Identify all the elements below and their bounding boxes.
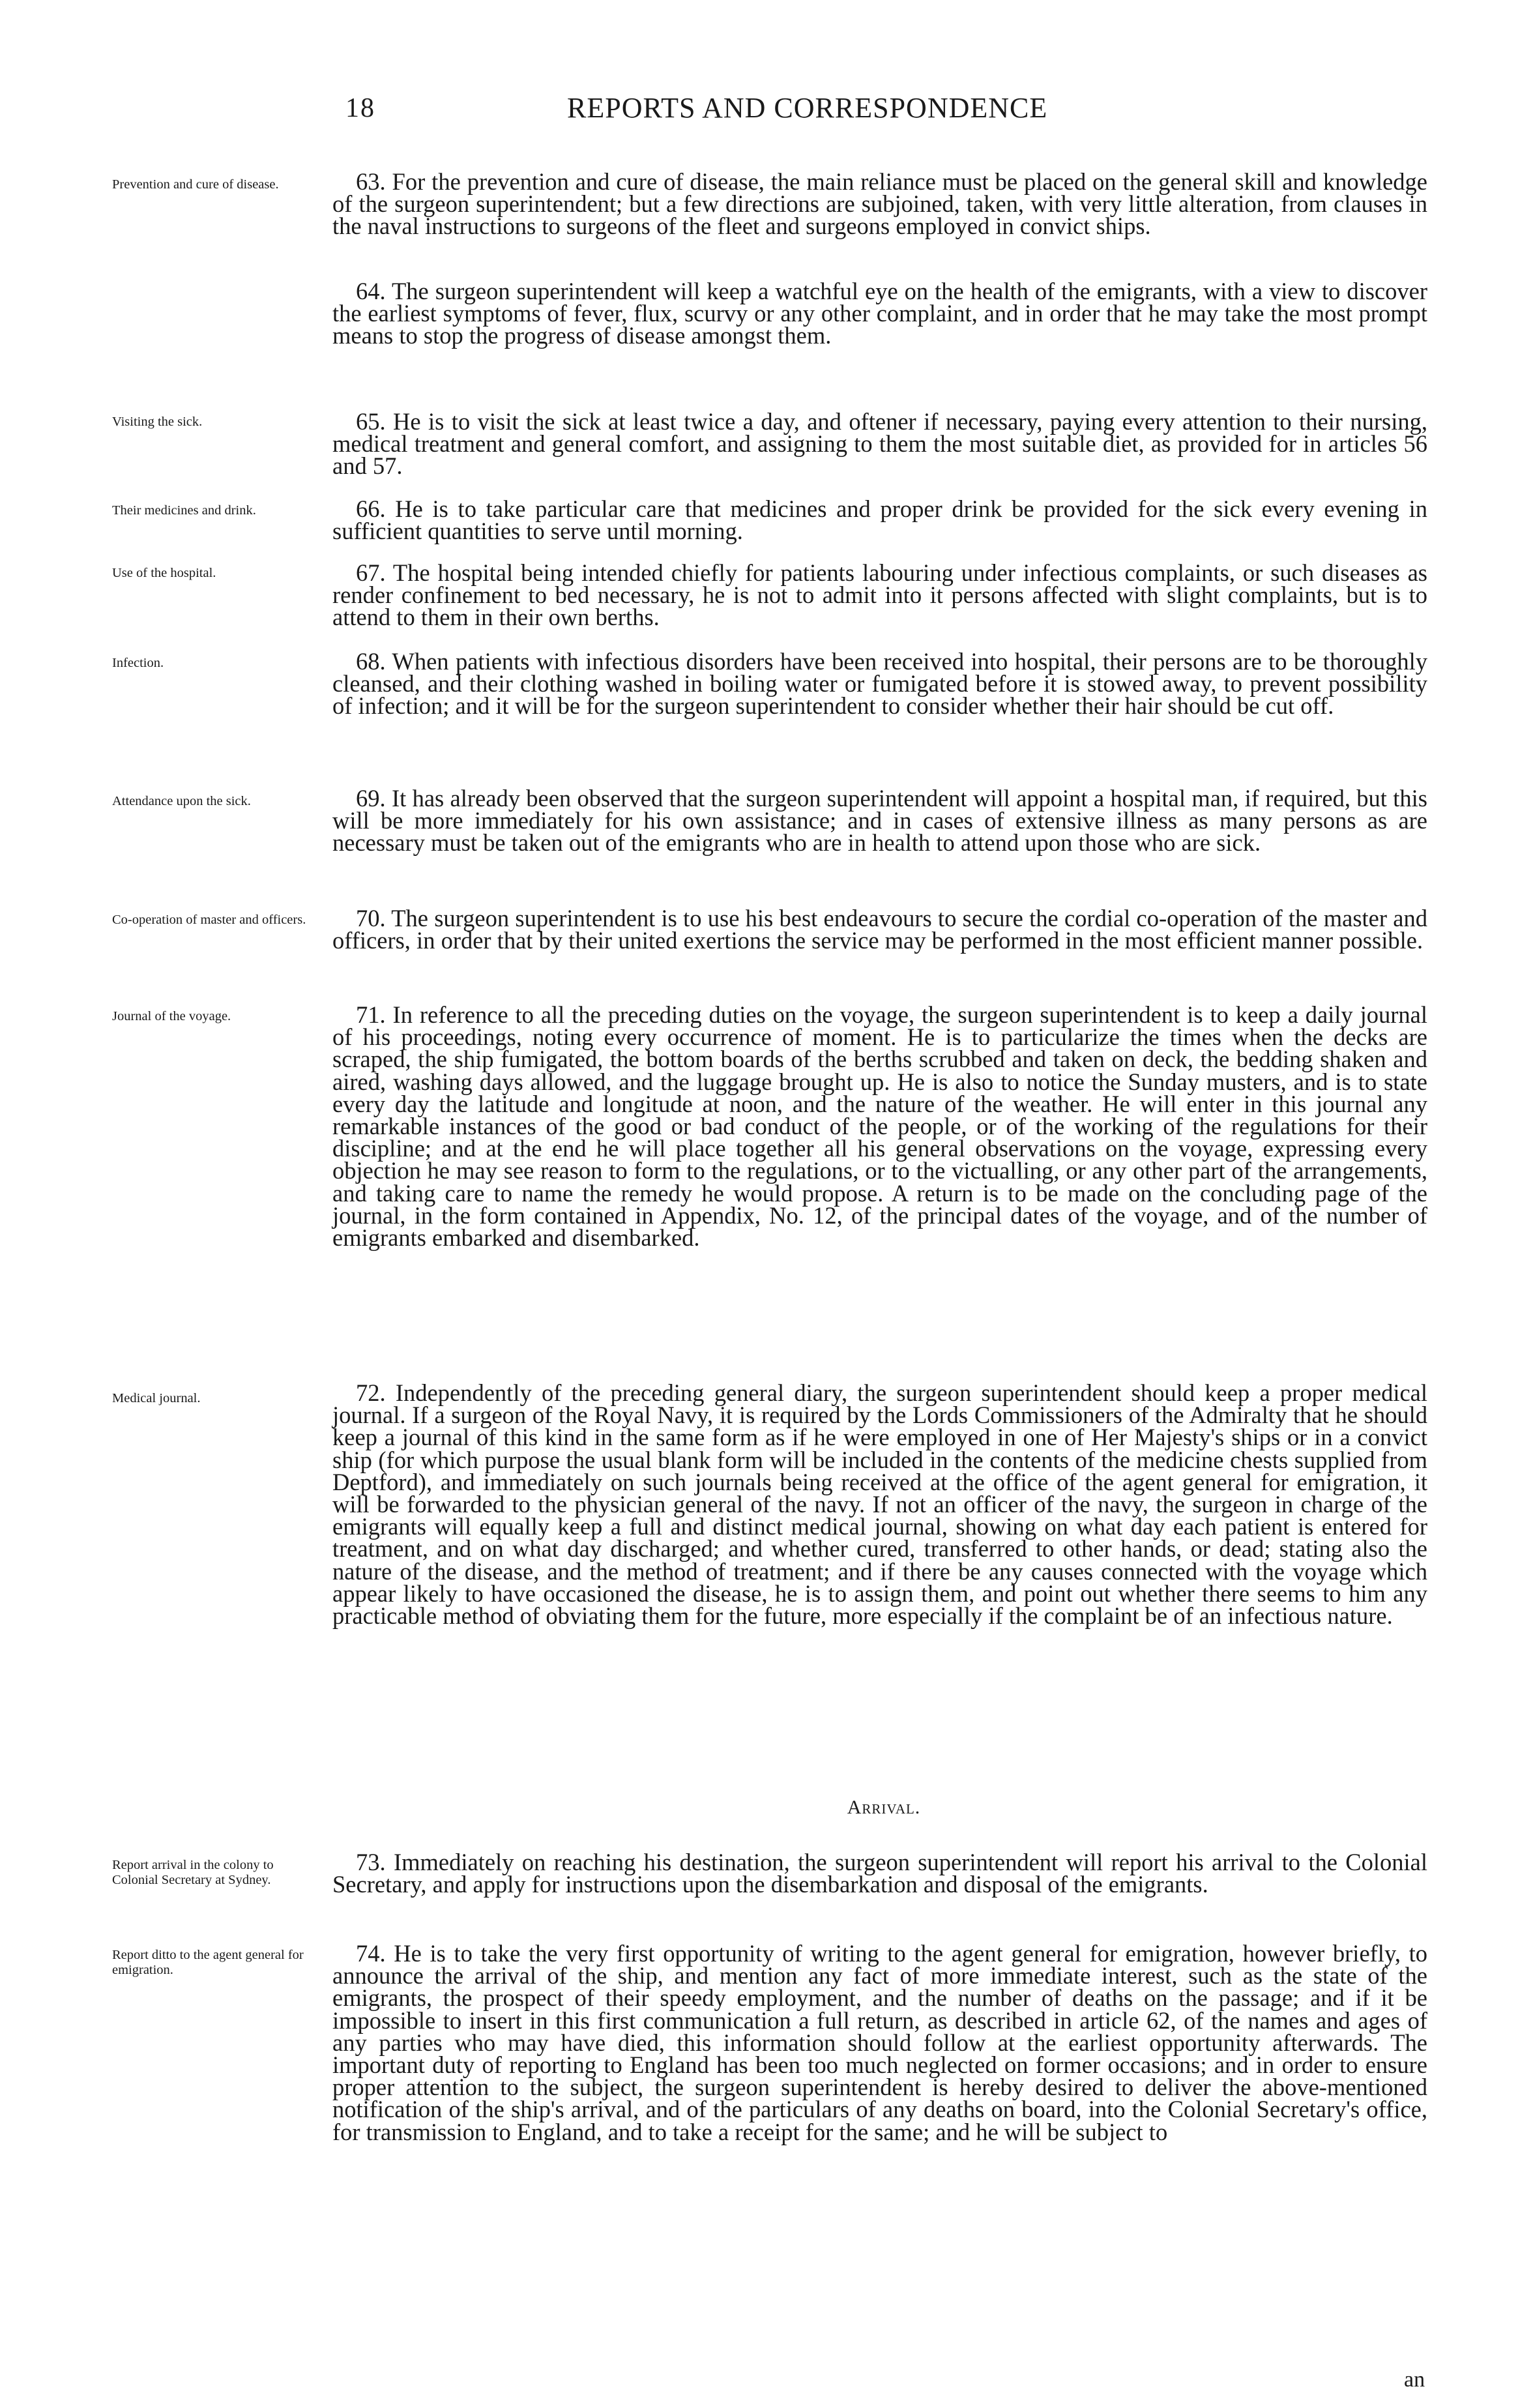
page-number: 18 <box>345 93 375 123</box>
paragraph-73: 73. Immediately on reaching his destination, the surgeon superintendent will report his arrival to the Colonial Secretary, and apply for instructions upon the disembarkation and disposal of the emigrants. <box>332 1849 1427 1898</box>
margin-note-report-agent: Report ditto to the agent general for emigration. <box>112 1948 304 1977</box>
page-title: REPORTS AND CORRESPONDENCE <box>567 92 1048 124</box>
paragraph-64: 64. The surgeon superintendent will keep a watchful eye on the health of the emigrants, with a view to discover the earliest symptoms of fever, flux, scurvy or any other complaint, and in order that he may take the most prompt means to stop the progress of disease amongst them. <box>332 278 1427 349</box>
paragraph-65: 65. He is to visit the sick at least twice a day, and oftener if necessary, paying every attention to their nursing, medical treatment and general comfort, and assigning to them the most suitable diet, as provided for in articles 56 and 57. <box>332 408 1427 480</box>
margin-note-prevention: Prevention and cure of disease. <box>112 177 279 192</box>
margin-note-hospital: Use of the hospital. <box>112 566 216 580</box>
margin-note-visiting: Visiting the sick. <box>112 415 203 429</box>
margin-note-cooperation: Co-operation of master and officers. <box>112 913 306 927</box>
margin-note-attendance: Attendance upon the sick. <box>112 794 251 808</box>
paragraph-68: 68. When patients with infectious disorders have been received into hospital, their persons are to be thoroughly cleansed, and their clothing washed in boiling water or fumigated before it is stowed away, to prevent possibility of infection; and it will be for the surgeon superintendent to consider whether their hair should be cut off. <box>332 648 1427 720</box>
margin-note-journal: Journal of the voyage. <box>112 1009 231 1023</box>
paragraph-72: 72. Independently of the preceding general diary, the surgeon superintendent should keep a proper medical journal. If a surgeon of the Royal Navy, it is required by the Lords Commissioners of the Admiralty that he should keep a journal of this kind in the same form as if he were employed in one of Her Majesty's ships or in a convict ship (for which purpose the usual blank form will be included in the contents of the medicine chests supplied from Deptford), and immediately on such journals being received at the office of the agent general for emigration, it will be forwarded to the physician general of the navy. If not an officer of the navy, the surgeon in charge of the emigrants will equally keep a full and distinct medical journal, showing on what day each patient is entered for treatment, and on what day discharged; and whether cured, transferred to other hands, or dead; stating also the nature of the disease, and the method of treatment; and if there be any causes connected with the voyage which appear likely to have occasioned the disease, he is to assign them, and point out whether there seems to him any practicable method of obviating them for the future, more especially if the complaint be of an infectious nature. <box>332 1379 1427 1630</box>
paragraph-63: 63. For the prevention and cure of disease, the main reliance must be placed on the general skill and knowledge of the surgeon superintendent; but a few directions are subjoined, taken, with very little alteration, from clauses in the naval instructions to surgeons of the fleet and surgeons employed in convict ships. <box>332 168 1427 240</box>
margin-note-medical-journal: Medical journal. <box>112 1391 201 1405</box>
margin-note-report-arrival: Report arrival in the colony to Colonial Secretary at Sydney. <box>112 1858 274 1887</box>
catchword: an <box>1404 2368 1425 2392</box>
paragraph-69: 69. It has already been observed that the surgeon superintendent will appoint a hospital man, if required, but this will be more immediately for his own assistance; and in cases of extensive illness as many persons as are necessary must be taken out of the emigrants who are in health to attend upon those who are sick. <box>332 785 1427 857</box>
paragraph-67: 67. The hospital being intended chiefly for patients labouring under infectious complaints, or such diseases as render confinement to bed necessary, he is not to admit into it persons affected with slight complaints, but is to attend to them in their own berths. <box>332 559 1427 631</box>
paragraph-71: 71. In reference to all the preceding duties on the voyage, the surgeon superintendent is to keep a daily journal of his proceedings, noting every occurrence of moment. He is to particularize the times when the decks are scraped, the ship fumigated, the bottom boards of the berths scrubbed and taken on deck, the bedding shaken and aired, washing days allowed, and the luggage brought up. He is also to notice the Sunday musters, and is to state every day the latitude and longitude at noon, and the nature of the weather. He will enter in this journal any remarkable instances of the good or bad conduct of the people, or of the working of the regulations for their discipline; and at the end he will place together all his general observations on the voyage, expressing every objection he may see reason to form to the regulations, or to the victualling, or any other part of the arrangements, and taking care to name the remedy he would propose. A return is to be made on the concluding page of the journal, in the form contained in Appendix, No. 12, of the principal dates of the voyage, and of the number of emigrants embarked and disembarked. <box>332 1001 1427 1252</box>
paragraph-66: 66. He is to take particular care that medicines and proper drink be provided for the sick every evening in sufficient quantities to serve until morning. <box>332 495 1427 545</box>
paragraph-74: 74. He is to take the very first opportunity of writing to the agent general for emigration, however briefly, to announce the arrival of the ship, and mention any fact of more immediate interest, such as the state of the emigrants, the prospect of their speedy employment, and the number of deaths on the passage; and if it be impossible to insert in this first communication a full return, as described in article 62, of the names and ages of any parties who may have died, this information should follow at the earliest opportunity afterwards. The important duty of reporting to England has been too much neglected on former occasions; and in order to ensure proper attention to the subject, the surgeon superintendent is hereby desired to deliver the above-mentioned notification of the ship's arrival, and of the particulars of any deaths on board, into the Colonial Secretary's office, for transmission to England, and to take a receipt for the same; and he will be subject to <box>332 1940 1427 2145</box>
margin-note-infection: Infection. <box>112 656 164 670</box>
paragraph-70: 70. The surgeon superintendent is to use his best endeavours to secure the cordial co-operation of the master and officers, in order that by their united exertions the service may be performed in the most efficient manner possible. <box>332 905 1427 954</box>
margin-note-medicines: Their medicines and drink. <box>112 503 256 518</box>
section-heading-arrival: Arrival. <box>847 1797 921 1818</box>
